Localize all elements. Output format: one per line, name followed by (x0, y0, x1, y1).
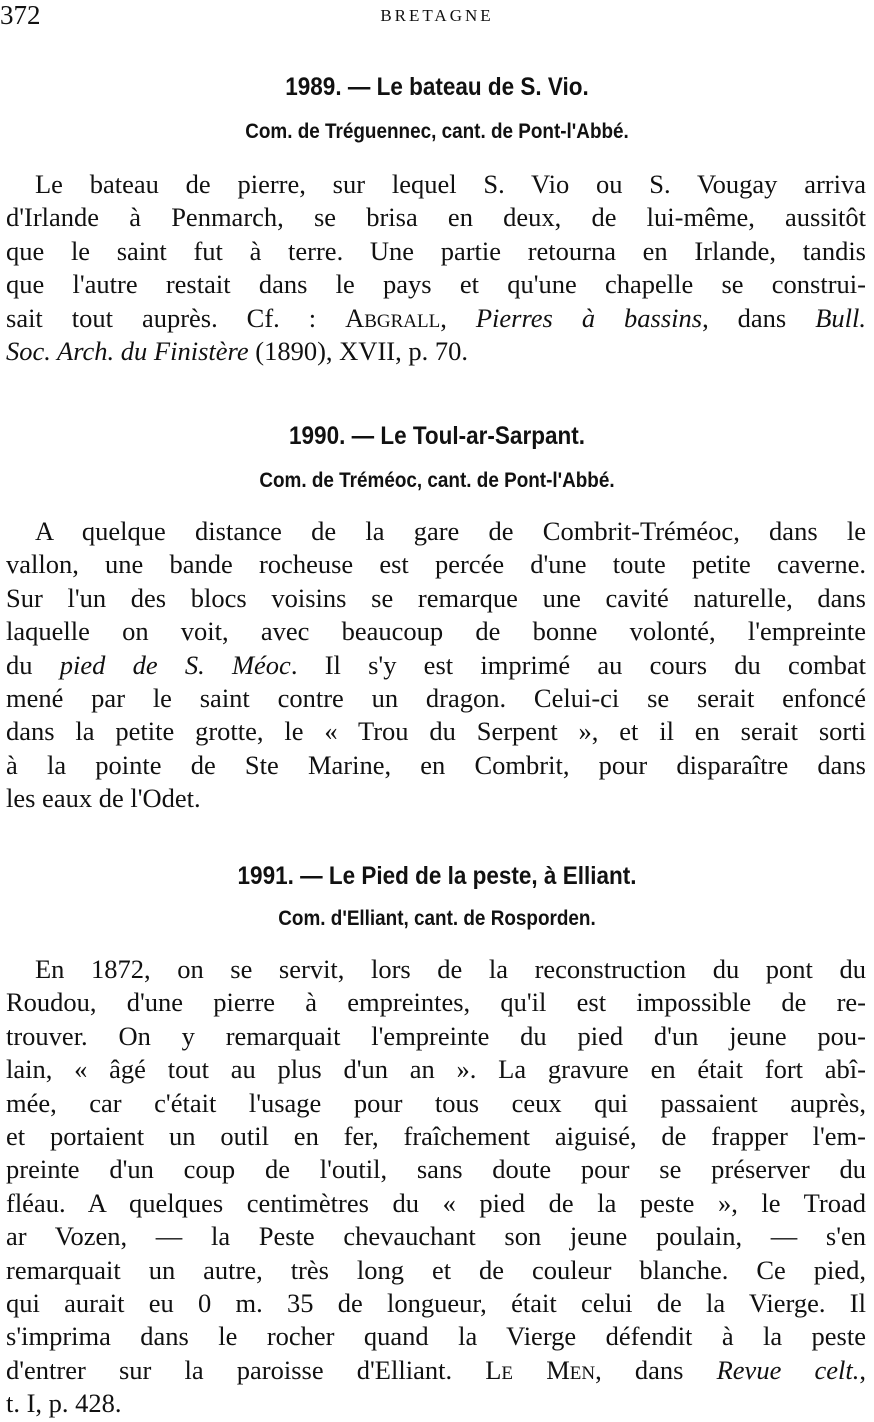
text-line: du pied de S. Méoc. Il s'y est imprimé au cours du combat (6, 649, 866, 680)
entry-title-1991: 1991. — Le Pied de la peste, à Elliant. (237, 862, 637, 890)
entry-location-1990: Com. de Tréméoc, cant. de Pont-l'Abbé. (259, 469, 615, 492)
text-line: laquelle on voit, avec beaucoup de bonne volonté, l'empreinte (6, 616, 866, 647)
text-line: mené par le saint contre un dragon. Celui-ci se serait enfoncé (6, 683, 866, 714)
author-name: Le Men (485, 1354, 596, 1385)
text-line: lain, « âgé tout au plus d'un an ». La gravure en était fort abî- (6, 1054, 866, 1085)
text-line: remarquait un autre, très long et de couleur blanche. Ce pied, (6, 1254, 866, 1285)
journal-title: Soc. Arch. du Finistère (6, 336, 249, 367)
text-line: et portaient un outil en fer, fraîchement aiguisé, de frapper l'em- (6, 1121, 866, 1152)
entry-body-1989 (6, 168, 866, 368)
entry-title-1989: 1989. — Le bateau de S. Vio. (285, 73, 589, 101)
text-line: d'entrer sur la paroisse d'Elliant. Le Men, dans Revue celt., (6, 1354, 866, 1385)
entry-location-1991: Com. d'Elliant, cant. de Rosporden. (278, 907, 596, 930)
text-line: mée, car c'était l'usage pour tous ceux qui passaient auprès, (6, 1087, 866, 1118)
text-line: les eaux de l'Odet. (6, 783, 201, 814)
text-line: s'imprima dans le rocher quand la Vierge défendit à la peste (6, 1321, 866, 1352)
text-line: A quelque distance de la gare de Combrit-Tréméoc, dans le (35, 516, 866, 546)
text-line: à la pointe de Ste Marine, en Combrit, pour disparaître dans (6, 749, 866, 780)
text-line: que le saint fut à terre. Une partie retourna en Irlande, tandis (6, 235, 866, 266)
text-line: preinte d'un coup de l'outil, sans doute pour se préserver du (6, 1154, 866, 1185)
work-title: Pierres à bassins (475, 302, 703, 333)
entry-title-1990: 1990. — Le Toul-ar-Sarpant. (289, 422, 585, 450)
entry-location-1989: Com. de Tréguennec, cant. de Pont-l'Abbé. (245, 120, 629, 143)
entry-body-1990 (6, 515, 866, 816)
text-line: ar Vozen, — la Peste chevauchant son jeune poulain, — s'en (6, 1221, 866, 1252)
running-head: BRETAGNE (380, 6, 494, 25)
text-line: dans la petite grotte, le « Trou du Serpent », et il en serait sorti (6, 716, 866, 747)
text-line: trouver. On y remarquait l'empreinte du pied d'un jeune pou- (6, 1020, 866, 1051)
text-line: sait tout auprès. Cf. : Abgrall, Pierres à bassins, dans Bull. (6, 302, 866, 333)
text-line: Roudou, d'une pierre à empreintes, qu'il est impossible de re- (6, 987, 866, 1018)
text-line: que l'autre restait dans le pays et qu'une chapelle se construi- (6, 269, 866, 300)
journal-title: Revue celt. (716, 1354, 860, 1385)
page-number: 372 (0, 0, 41, 30)
text-line: qui aurait eu 0 m. 35 de longueur, était celui de la Vierge. Il (6, 1288, 866, 1319)
text-line: Sur l'un des blocs voisins se remarque une cavité naturelle, dans (6, 582, 866, 613)
text-line: t. I, p. 428. (6, 1388, 122, 1419)
text-line: fléau. A quelques centimètres du « pied de la peste », le Troad (6, 1187, 866, 1218)
text-line: d'Irlande à Penmarch, se brisa en deux, de lui-même, aussitôt (6, 202, 866, 233)
text-line: Soc. Arch. du Finistère (1890), XVII, p. 70. (6, 336, 468, 367)
text-line: vallon, une bande rocheuse est percée d'une toute petite caverne. (6, 549, 866, 580)
author-name: Abgrall (345, 302, 441, 333)
text-line: Le bateau de pierre, sur lequel S. Vio ou S. Vougay arriva (35, 169, 866, 199)
entry-body-1991 (6, 953, 866, 1421)
italic-phrase: pied de S. Méoc (59, 649, 291, 680)
text-line: En 1872, on se servit, lors de la reconstruction du pont du (35, 954, 866, 984)
